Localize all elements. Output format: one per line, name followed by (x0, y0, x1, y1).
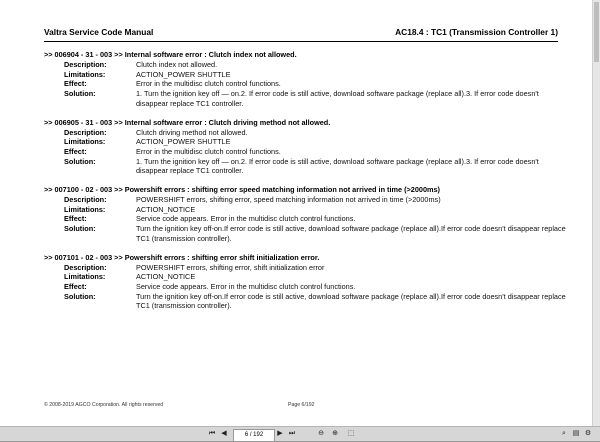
effect-label: Effect: (64, 146, 87, 156)
solution-row (44, 292, 574, 311)
error-code-title: >> 007100 - 02 - 003 >> Powershift errors : shifting error speed matching information not arrived in time (>2000ms) (44, 185, 440, 195)
solution-value: Turn the ignition key off-on.If error code is still active, download software package (replace all).If error code doesn't disappear replace TC1 (transmission controller). (136, 291, 566, 311)
page-number-input[interactable] (233, 429, 275, 442)
document-title: Valtra Service Code Manual (44, 27, 154, 37)
limitations-value: ACTION_POWER SHUTTLE (136, 69, 231, 79)
effect-row (44, 214, 574, 224)
bookmark-icon[interactable]: ▤ (572, 430, 580, 437)
error-code-entry (44, 185, 574, 244)
solution-row (44, 224, 574, 243)
solution-value: Turn the ignition key off-on.If error code is still active, download software package (replace all).If error code doesn't disappear replace TC1 (transmission controller). (136, 224, 566, 243)
solution-value: 1. Turn the ignition key off — on.2. If error code is still active, download software package (replace all).3. If error code doesn't disappear replace TC1 controller. (136, 156, 539, 176)
limitations-row (44, 70, 574, 80)
solution-label: Solution: (64, 224, 96, 234)
pdf-viewer-toolbar (0, 426, 600, 441)
description-label: Description: (64, 262, 107, 272)
description-value: Clutch index not allowed. (136, 60, 218, 69)
error-code-title: >> 007101 - 02 - 003 >> Powershift errors : shifting error shift initialization error. (44, 252, 320, 262)
limitations-row (44, 272, 574, 282)
limitations-label: Limitations: (64, 272, 106, 282)
error-code-title: >> 006905 - 31 - 003 >> Internal software error : Clutch driving method not allowed. (44, 117, 331, 127)
effect-label: Effect: (64, 214, 87, 224)
solution-row (44, 157, 574, 176)
last-page-icon[interactable]: ⏭ (288, 430, 296, 437)
error-code-entry (44, 50, 574, 109)
description-value: POWERSHIFT errors, shifting error, speed matching information not arrived in time (>2000ms) (136, 195, 441, 205)
error-code-title: >> 006904 - 31 - 003 >> Internal software error : Clutch index not allowed. (44, 50, 297, 59)
description-value: Clutch driving method not allowed. (136, 127, 248, 137)
limitations-row (44, 205, 574, 215)
next-page-icon[interactable]: ▶ (277, 430, 283, 437)
error-code-entry (44, 118, 574, 177)
previous-page-icon[interactable]: ◀ (221, 430, 227, 437)
limitations-label: Limitations: (64, 204, 106, 214)
solution-value: 1. Turn the ignition key off — on.2. If error code is still active, download software package (replace all).3. If error code doesn't disappear replace TC1 controller. (136, 89, 539, 108)
solution-label: Solution: (64, 291, 96, 301)
solution-label: Solution: (64, 156, 96, 166)
header-divider (44, 41, 558, 42)
limitations-label: Limitations: (64, 137, 106, 147)
error-code-entry (44, 253, 574, 312)
description-row (44, 60, 574, 70)
effect-label: Effect: (64, 79, 87, 89)
description-label: Description: (64, 60, 107, 69)
limitations-row (44, 137, 574, 147)
scrollbar-thumb[interactable] (594, 2, 599, 62)
zoom-out-icon[interactable]: ⊖ (318, 430, 324, 437)
effect-row (44, 147, 574, 157)
copyright-text: © 2008-2019 AGCO Corporation. All rights reserved (44, 402, 164, 408)
description-row (44, 263, 574, 273)
effect-value: Error in the multidisc clutch control functions. (136, 79, 281, 89)
limitations-value: ACTION_NOTICE (136, 272, 196, 282)
vertical-scrollbar[interactable] (592, 0, 600, 426)
solution-row (44, 89, 574, 108)
effect-value: Error in the multidisc clutch control functions. (136, 146, 281, 156)
description-label: Description: (64, 127, 107, 137)
effect-row (44, 79, 574, 89)
description-row (44, 195, 574, 205)
description-label: Description: (64, 195, 107, 205)
settings-icon[interactable]: ⚙ (584, 430, 592, 437)
effect-value: Service code appears. Error in the multidisc clutch control functions. (136, 214, 356, 224)
description-value: POWERSHIFT errors, shifting error, shift initialization error (136, 262, 325, 272)
first-page-icon[interactable]: ⏮ (208, 430, 216, 437)
solution-label: Solution: (64, 89, 96, 99)
page-number: Page 6/192 (288, 402, 315, 408)
error-code-list (44, 50, 574, 320)
effect-row (44, 282, 574, 292)
zoom-in-icon[interactable]: ⊕ (332, 430, 338, 437)
fit-page-icon[interactable]: ⬚ (347, 430, 355, 437)
effect-value: Service code appears. Error in the multidisc clutch control functions. (136, 281, 356, 291)
search-icon[interactable]: ⌕ (562, 430, 566, 437)
limitations-label: Limitations: (64, 69, 106, 79)
effect-label: Effect: (64, 281, 87, 291)
section-title: AC18.4 : TC1 (Transmission Controller 1) (395, 27, 558, 37)
limitations-value: ACTION_NOTICE (136, 204, 196, 214)
limitations-value: ACTION_POWER SHUTTLE (136, 137, 231, 147)
description-row (44, 128, 574, 138)
